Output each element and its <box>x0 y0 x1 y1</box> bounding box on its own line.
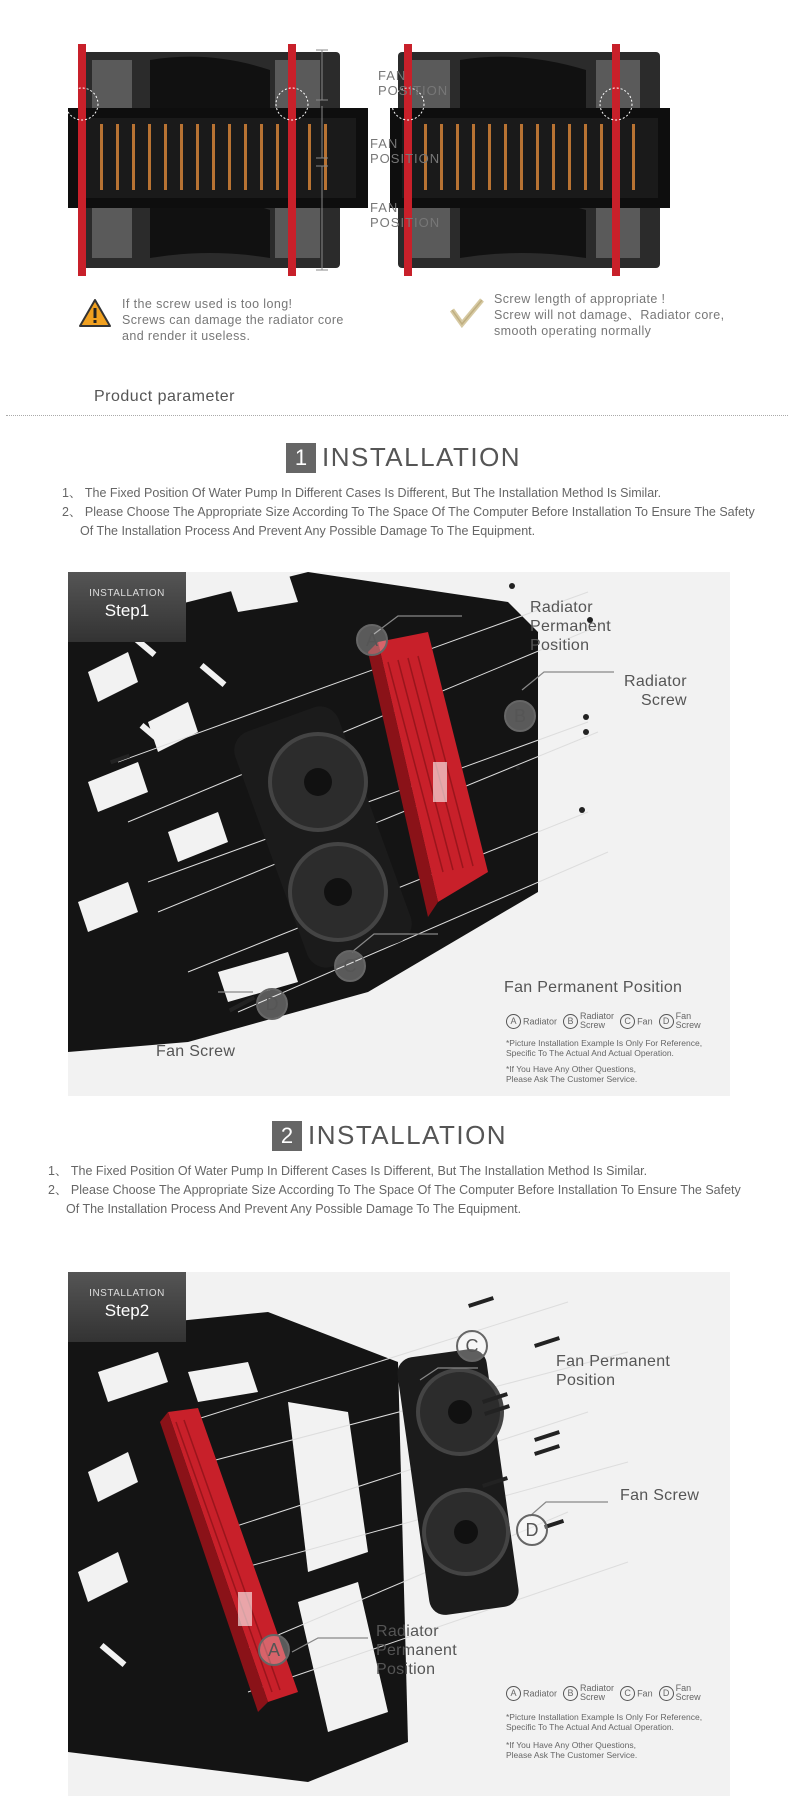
fans-graphic <box>395 1347 520 1617</box>
fan-position-label-2: FAN POSITION <box>370 136 441 166</box>
radiator-screw-diagram <box>40 40 760 280</box>
legend-item-fan: C Fan <box>620 1686 653 1701</box>
legend-item-fan-screw: D Fan Screw <box>659 1012 701 1030</box>
service-note: *If You Have Any Other Questions, Please Ask The Customer Service. <box>506 1740 638 1760</box>
callout-fan-screw: Fan Screw <box>620 1487 700 1504</box>
bad-screw-warning-text <box>122 296 344 344</box>
warning-line: and render it useless. <box>122 329 251 343</box>
step-badge-caption: INSTALLATION <box>89 588 165 599</box>
good-screw-info-text <box>494 291 724 339</box>
check-icon-wrap <box>450 298 484 333</box>
step-badge <box>68 572 186 642</box>
installation-2-heading <box>272 1120 507 1151</box>
section-title: Product parameter <box>94 388 236 405</box>
callout-d-marker: D <box>516 1514 548 1546</box>
callout-fan-screw: Fan Screw <box>156 1043 236 1060</box>
legend <box>506 1684 701 1702</box>
callout-c-marker: C <box>334 950 366 982</box>
service-note: *If You Have Any Other Questions, Please Ask The Customer Service. <box>506 1064 638 1084</box>
installation-1-instructions <box>62 484 755 541</box>
warning-line: Screws can damage the radiator core <box>122 313 344 327</box>
legend-item-radiator: A Radiator <box>506 1686 557 1701</box>
fan-position-label-3: FAN POSITION <box>370 200 441 230</box>
callout-radiator-permanent-position: Radiator Permanent Position <box>376 1623 457 1678</box>
installation-step2-panel <box>68 1272 730 1796</box>
step-badge-caption: INSTALLATION <box>89 1288 165 1299</box>
callout-radiator-permanent-position: Radiator Permanent Position <box>530 599 611 654</box>
legend <box>506 1012 701 1030</box>
legend-item-radiator-screw: B Radiator Screw <box>563 1684 614 1702</box>
fan-position-label-1: FAN POSITION <box>378 68 449 98</box>
instruction-item: 2、 Please Choose The Appropriate Size According To The Space Of The Computer Before Installation To Ensure The Safety <box>48 1183 741 1197</box>
legend-item-radiator-screw: B Radiator Screw <box>563 1012 614 1030</box>
callout-a-marker: A <box>258 1634 290 1666</box>
callout-radiator-screw: Radiator Screw <box>624 673 687 709</box>
callout-b-marker: B <box>504 700 536 732</box>
instruction-item: 2、 Please Choose The Appropriate Size According To The Space Of The Computer Before Installation To Ensure The Safety <box>62 505 755 519</box>
instruction-item: Of The Installation Process And Prevent Any Possible Damage To The Equipment. <box>80 524 536 538</box>
info-line: Screw will not damage、Radiator core, <box>494 308 725 322</box>
info-line: smooth operating normally <box>494 324 652 338</box>
step-badge <box>68 1272 186 1342</box>
installation-2-instructions <box>48 1162 741 1219</box>
step-badge-label: Step2 <box>104 1301 150 1320</box>
callout-fan-permanent-position: Fan Permanent Position <box>504 979 683 996</box>
dotted-divider <box>6 415 788 416</box>
instruction-item: 1、 The Fixed Position Of Water Pump In Different Cases Is Different, But The Installation Method Is Similar. <box>62 486 662 500</box>
warning-triangle-icon <box>78 298 112 328</box>
installation-step1-panel <box>68 572 730 1096</box>
installation-title: INSTALLATION <box>322 442 522 472</box>
legend-item-radiator: A Radiator <box>506 1014 557 1029</box>
legend-item-fan: C Fan <box>620 1014 653 1029</box>
checkmark-icon <box>450 298 484 328</box>
legend-item-fan-screw: D Fan Screw <box>659 1684 701 1702</box>
left-assembly <box>66 44 368 276</box>
warning-line: If the screw used is too long! <box>122 297 293 311</box>
callout-c-marker: C <box>456 1330 488 1362</box>
reference-note: *Picture Installation Example Is Only For Reference, Specific To The Actual And Actual Operation. <box>506 1038 703 1058</box>
reference-note: *Picture Installation Example Is Only For Reference, Specific To The Actual And Actual Operation. <box>506 1712 703 1732</box>
warning-icon <box>78 298 112 333</box>
installation-number: 2 <box>272 1121 302 1151</box>
callout-fan-permanent-position: Fan Permanent Position <box>556 1353 671 1389</box>
installation-title: INSTALLATION <box>308 1120 508 1150</box>
instruction-item: 1、 The Fixed Position Of Water Pump In Different Cases Is Different, But The Installation Method Is Similar. <box>48 1164 648 1178</box>
step-badge-label: Step1 <box>104 601 150 620</box>
info-line: Screw length of appropriate ! <box>494 292 666 306</box>
callout-a-marker: A <box>356 624 388 656</box>
installation-1-heading <box>286 442 521 473</box>
installation-number: 1 <box>286 443 316 473</box>
callout-d-marker: D <box>256 988 288 1020</box>
instruction-item: Of The Installation Process And Prevent Any Possible Damage To The Equipment. <box>66 1202 522 1216</box>
